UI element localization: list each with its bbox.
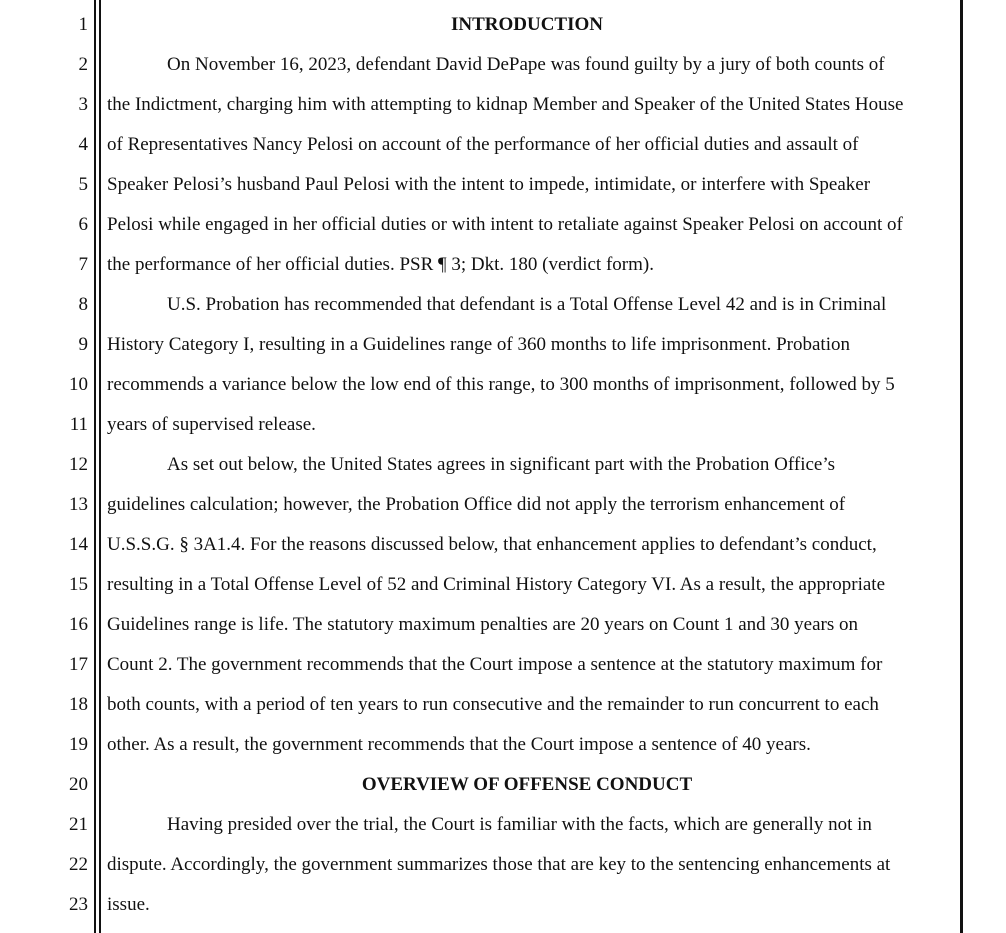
paragraph-line: guidelines calculation; however, the Probation Office did not apply the terrorism enhancement of xyxy=(107,494,846,515)
line-number: 10 xyxy=(69,374,88,395)
paragraph-line: issue. xyxy=(107,894,150,915)
line-number: 20 xyxy=(69,774,88,795)
line-number: 3 xyxy=(78,94,88,115)
paragraph-line: Pelosi while engaged in her official duties or with intent to retaliate against Speaker Pelosi on account of xyxy=(107,214,903,235)
paragraph-line: On November 16, 2023, defendant David DePape was found guilty by a jury of both counts of xyxy=(167,54,885,75)
paragraph-line: the performance of her official duties. PSR ¶ 3; Dkt. 180 (verdict form). xyxy=(107,254,654,275)
line-number: 9 xyxy=(78,334,88,355)
paragraph-line: recommends a variance below the low end of this range, to 300 months of imprisonment, followed by 5 xyxy=(107,374,895,395)
paragraph-line: History Category I, resulting in a Guidelines range of 360 months to life imprisonment. Probation xyxy=(107,334,850,355)
paragraph-line: of Representatives Nancy Pelosi on account of the performance of her official duties and assault of xyxy=(107,134,859,155)
paragraph-line: the Indictment, charging him with attempting to kidnap Member and Speaker of the United States House xyxy=(107,94,904,115)
paragraph-line: both counts, with a period of ten years to run consecutive and the remainder to run concurrent to each xyxy=(107,694,879,715)
line-number: 12 xyxy=(69,454,88,475)
paragraph-line: Count 2. The government recommends that the Court impose a sentence at the statutory maximum for xyxy=(107,654,883,675)
line-number: 19 xyxy=(69,734,88,755)
line-number: 15 xyxy=(69,574,88,595)
line-number: 5 xyxy=(78,174,88,195)
line-number: 16 xyxy=(69,614,88,635)
section-heading-introduction: INTRODUCTION xyxy=(450,14,604,35)
paragraph-line: Guidelines range is life. The statutory maximum penalties are 20 years on Count 1 and 30 years on xyxy=(107,614,859,635)
paragraph-line: dispute. Accordingly, the government summarizes those that are key to the sentencing enhancements at xyxy=(107,854,891,875)
line-number: 22 xyxy=(69,854,88,875)
line-number: 7 xyxy=(78,254,88,275)
paragraph-line: As set out below, the United States agrees in significant part with the Probation Office’s xyxy=(167,454,836,475)
paragraph-line: resulting in a Total Offense Level of 52 and Criminal History Category VI. As a result, the appropriate xyxy=(107,574,886,595)
document-body xyxy=(107,5,957,925)
line-number: 14 xyxy=(69,534,88,555)
line-number: 11 xyxy=(69,414,88,435)
line-number: 1 xyxy=(78,14,88,35)
line-number-column xyxy=(0,5,90,925)
line-number: 18 xyxy=(69,694,88,715)
line-number: 8 xyxy=(78,294,88,315)
line-number: 4 xyxy=(78,134,88,155)
left-margin-rule-outer xyxy=(94,0,96,933)
left-margin-rule-inner xyxy=(99,0,101,933)
paragraph-line: U.S. Probation has recommended that defendant is a Total Offense Level 42 and is in Criminal xyxy=(167,294,887,315)
paragraph-line: Speaker Pelosi’s husband Paul Pelosi with the intent to impede, intimidate, or interfere with Speaker xyxy=(107,174,871,195)
paragraph-line: other. As a result, the government recommends that the Court impose a sentence of 40 years. xyxy=(107,734,811,755)
paragraph-line: years of supervised release. xyxy=(107,414,316,435)
line-number: 21 xyxy=(69,814,88,835)
paragraph-line: U.S.S.G. § 3A1.4. For the reasons discussed below, that enhancement applies to defendant’s conduct, xyxy=(107,534,877,555)
right-margin-rule xyxy=(960,0,963,933)
paragraph-line: Having presided over the trial, the Court is familiar with the facts, which are generally not in xyxy=(167,814,872,835)
line-number: 17 xyxy=(69,654,88,675)
line-number: 6 xyxy=(78,214,88,235)
line-number: 13 xyxy=(69,494,88,515)
line-number: 2 xyxy=(78,54,88,75)
section-heading-overview: OVERVIEW OF OFFENSE CONDUCT xyxy=(361,774,693,795)
line-number: 23 xyxy=(69,894,88,915)
